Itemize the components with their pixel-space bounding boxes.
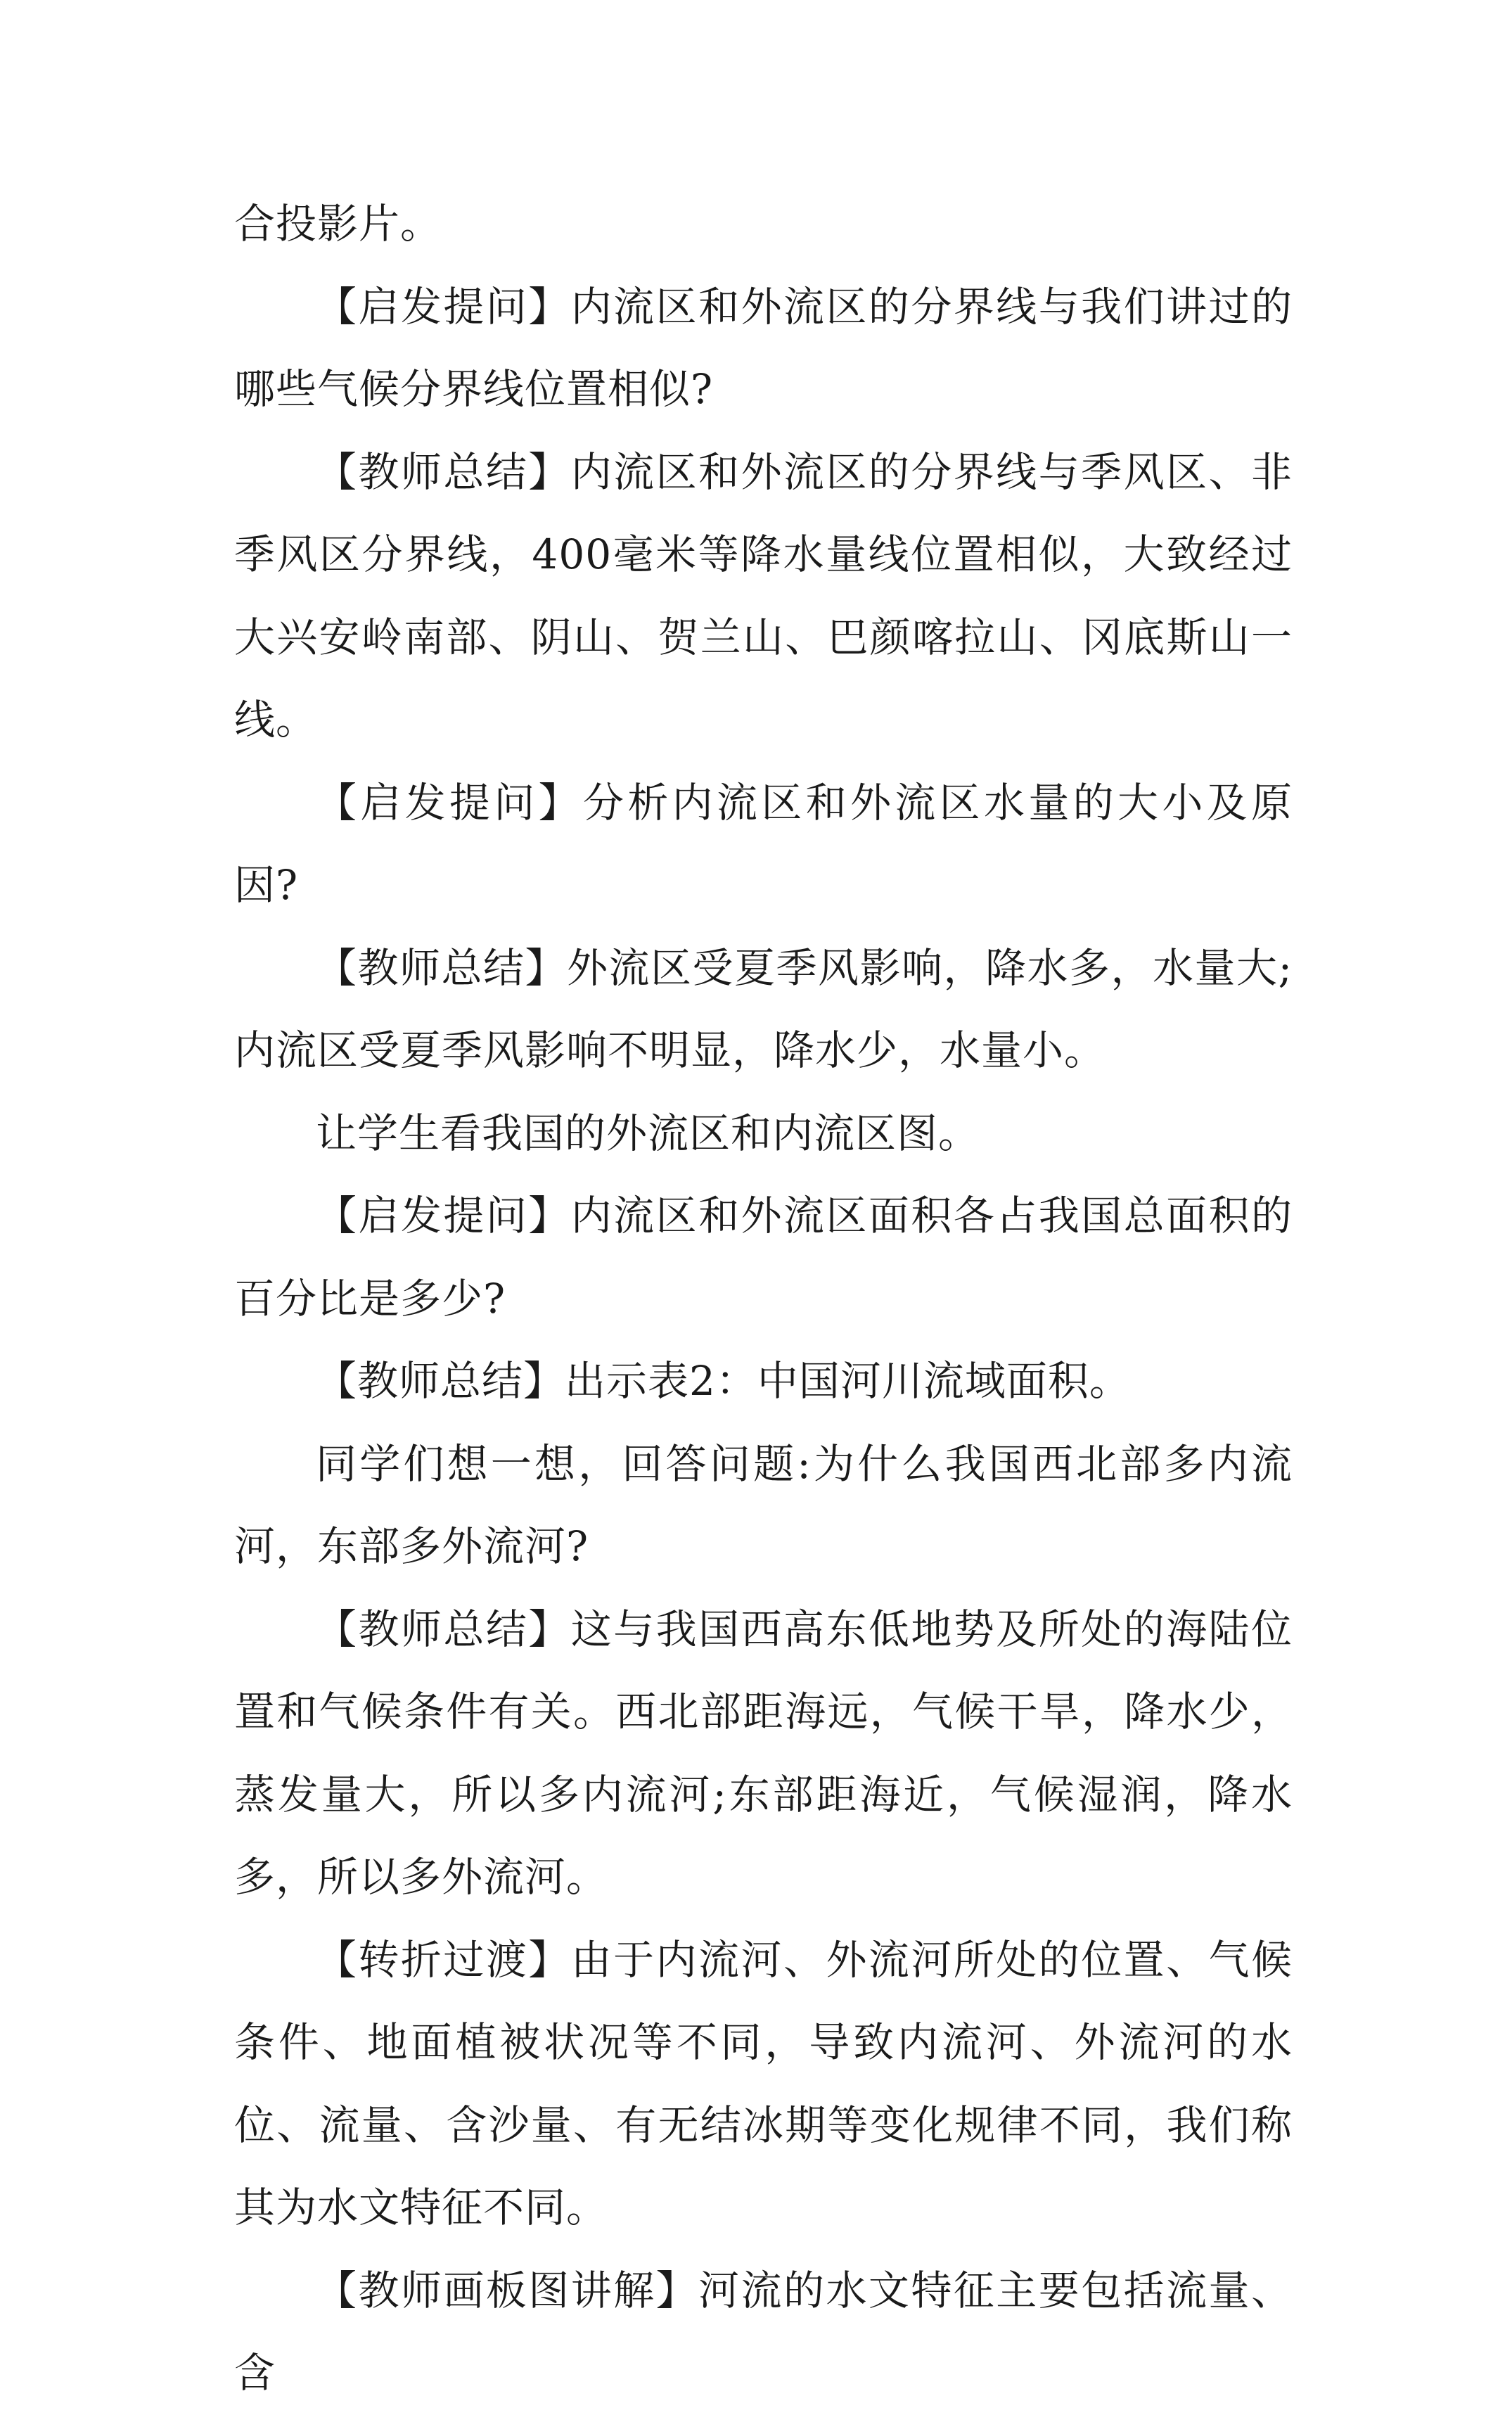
paragraph: 【教师总结】出示表2：中国河川流域面积。 (316, 1357, 1131, 1405)
paragraph: 【启发提问】内流区和外流区的分界线与我们讲过的哪些气候分界线位置相似? (234, 282, 1293, 413)
paragraph: 合投影片。 (234, 200, 442, 248)
paragraph: 同学们想一想，回答问题:为什么我国西北部多内流河，东部多外流河? (234, 1439, 1293, 1570)
paragraph: 【教师画板图讲解】河流的水文特征主要包括流量、含 (234, 2266, 1293, 2397)
paragraph: 【教师总结】内流区和外流区的分界线与季风区、非季风区分界线，400毫米等降水量线位置相似，大致经过大兴安岭南部、阴山、贺兰山、巴颜喀拉山、冈底斯山一线。 (234, 447, 1293, 744)
document-body (234, 183, 1293, 2415)
paragraph: 【启发提问】分析内流区和外流区水量的大小及原因? (234, 778, 1293, 909)
paragraph: 【启发提问】内流区和外流区面积各占我国总面积的百分比是多少? (234, 1192, 1293, 1323)
paragraph: 【转折过渡】由于内流河、外流河所处的位置、气候条件、地面植被状况等不同，导致内流河、外流河的水位、流量、含沙量、有无结冰期等变化规律不同，我们称其为水文特征不同。 (234, 1935, 1293, 2231)
paragraph: 【教师总结】这与我国西高东低地势及所处的海陆位置和气候条件有关。西北部距海远，气候干旱，降水少，蒸发量大，所以多内流河;东部距海近，气候湿润，降水多，所以多外流河。 (234, 1605, 1293, 1901)
paragraph: 【教师总结】外流区受夏季风影响，降水多，水量大;内流区受夏季风影响不明显，降水少，水量小。 (234, 943, 1293, 1074)
paragraph: 让学生看我国的外流区和内流区图。 (316, 1109, 980, 1157)
